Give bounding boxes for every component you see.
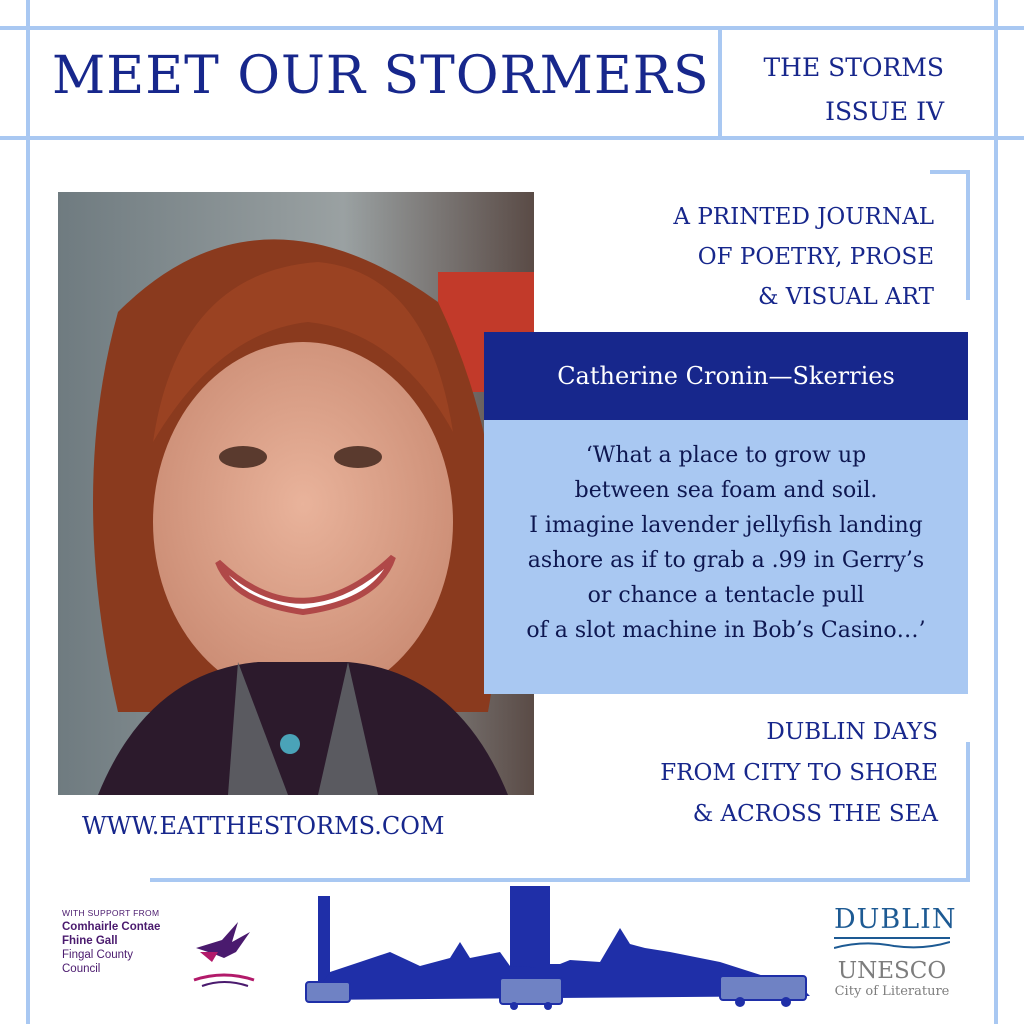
dublin-logo-city: DUBLIN xyxy=(834,904,957,935)
dublin-logo-wave-icon xyxy=(834,936,950,950)
frame-line-top xyxy=(0,26,1024,30)
dublin-skyline-illustration xyxy=(300,882,820,1016)
quote-line: or chance a tentacle pull xyxy=(587,583,865,608)
support-name-irish-2: Fhine Gall xyxy=(62,935,118,947)
dublin-unesco-logo xyxy=(834,904,957,999)
quote-line: I imagine lavender jellyfish landing xyxy=(529,513,923,538)
journal-line-2: OF POETRY, PROSE xyxy=(697,244,934,270)
journal-line-1: A PRINTED JOURNAL xyxy=(673,204,934,230)
frame-line-header-divider xyxy=(718,26,722,140)
journal-description xyxy=(673,197,934,317)
frame-line-bottom-right xyxy=(966,742,970,882)
quote-author-banner xyxy=(484,332,968,420)
issue-theme xyxy=(660,712,938,835)
quote-line: of a slot machine in Bob’s Casino…’ xyxy=(526,618,926,643)
frame-line-journal-right xyxy=(966,170,970,300)
website-link[interactable]: WWW.EATTHESTORMS.COM xyxy=(82,812,445,840)
quote-line: ashore as if to grab a .99 in Gerry’s xyxy=(527,548,925,573)
support-name-irish-1: Comhairle Contae xyxy=(62,921,161,933)
dublin-logo-org: UNESCO xyxy=(837,958,947,984)
frame-line-journal-top xyxy=(930,170,970,174)
author-photo xyxy=(58,192,534,795)
frame-line-header-bottom xyxy=(0,136,1024,140)
dublin-logo-subtitle: City of Literature xyxy=(834,984,950,999)
issue-line-number: ISSUE IV xyxy=(825,97,944,126)
support-credit xyxy=(62,906,160,976)
page-title: MEET OUR STORMERS xyxy=(52,46,710,106)
fingal-bird-logo xyxy=(192,918,256,992)
support-name-english-2: Council xyxy=(62,963,101,975)
quote-box xyxy=(484,420,968,694)
theme-line-2: FROM CITY TO SHORE xyxy=(660,760,938,786)
journal-line-3: & VISUAL ART xyxy=(758,284,934,310)
quote-line: ‘What a place to grow up xyxy=(585,443,867,468)
theme-line-1: DUBLIN DAYS xyxy=(766,719,938,745)
support-label: WITH SUPPORT FROM xyxy=(62,908,160,918)
frame-line-left xyxy=(26,0,30,1024)
theme-line-3: & ACROSS THE SEA xyxy=(692,801,938,827)
frame-line-right xyxy=(994,0,998,1024)
quote-line: between sea foam and soil. xyxy=(574,478,878,503)
support-name-english-1: Fingal County xyxy=(62,949,133,961)
issue-line-journal-name: THE STORMS xyxy=(763,53,944,82)
quote-author: Catherine Cronin—Skerries xyxy=(557,362,895,390)
issue-label xyxy=(763,46,944,134)
